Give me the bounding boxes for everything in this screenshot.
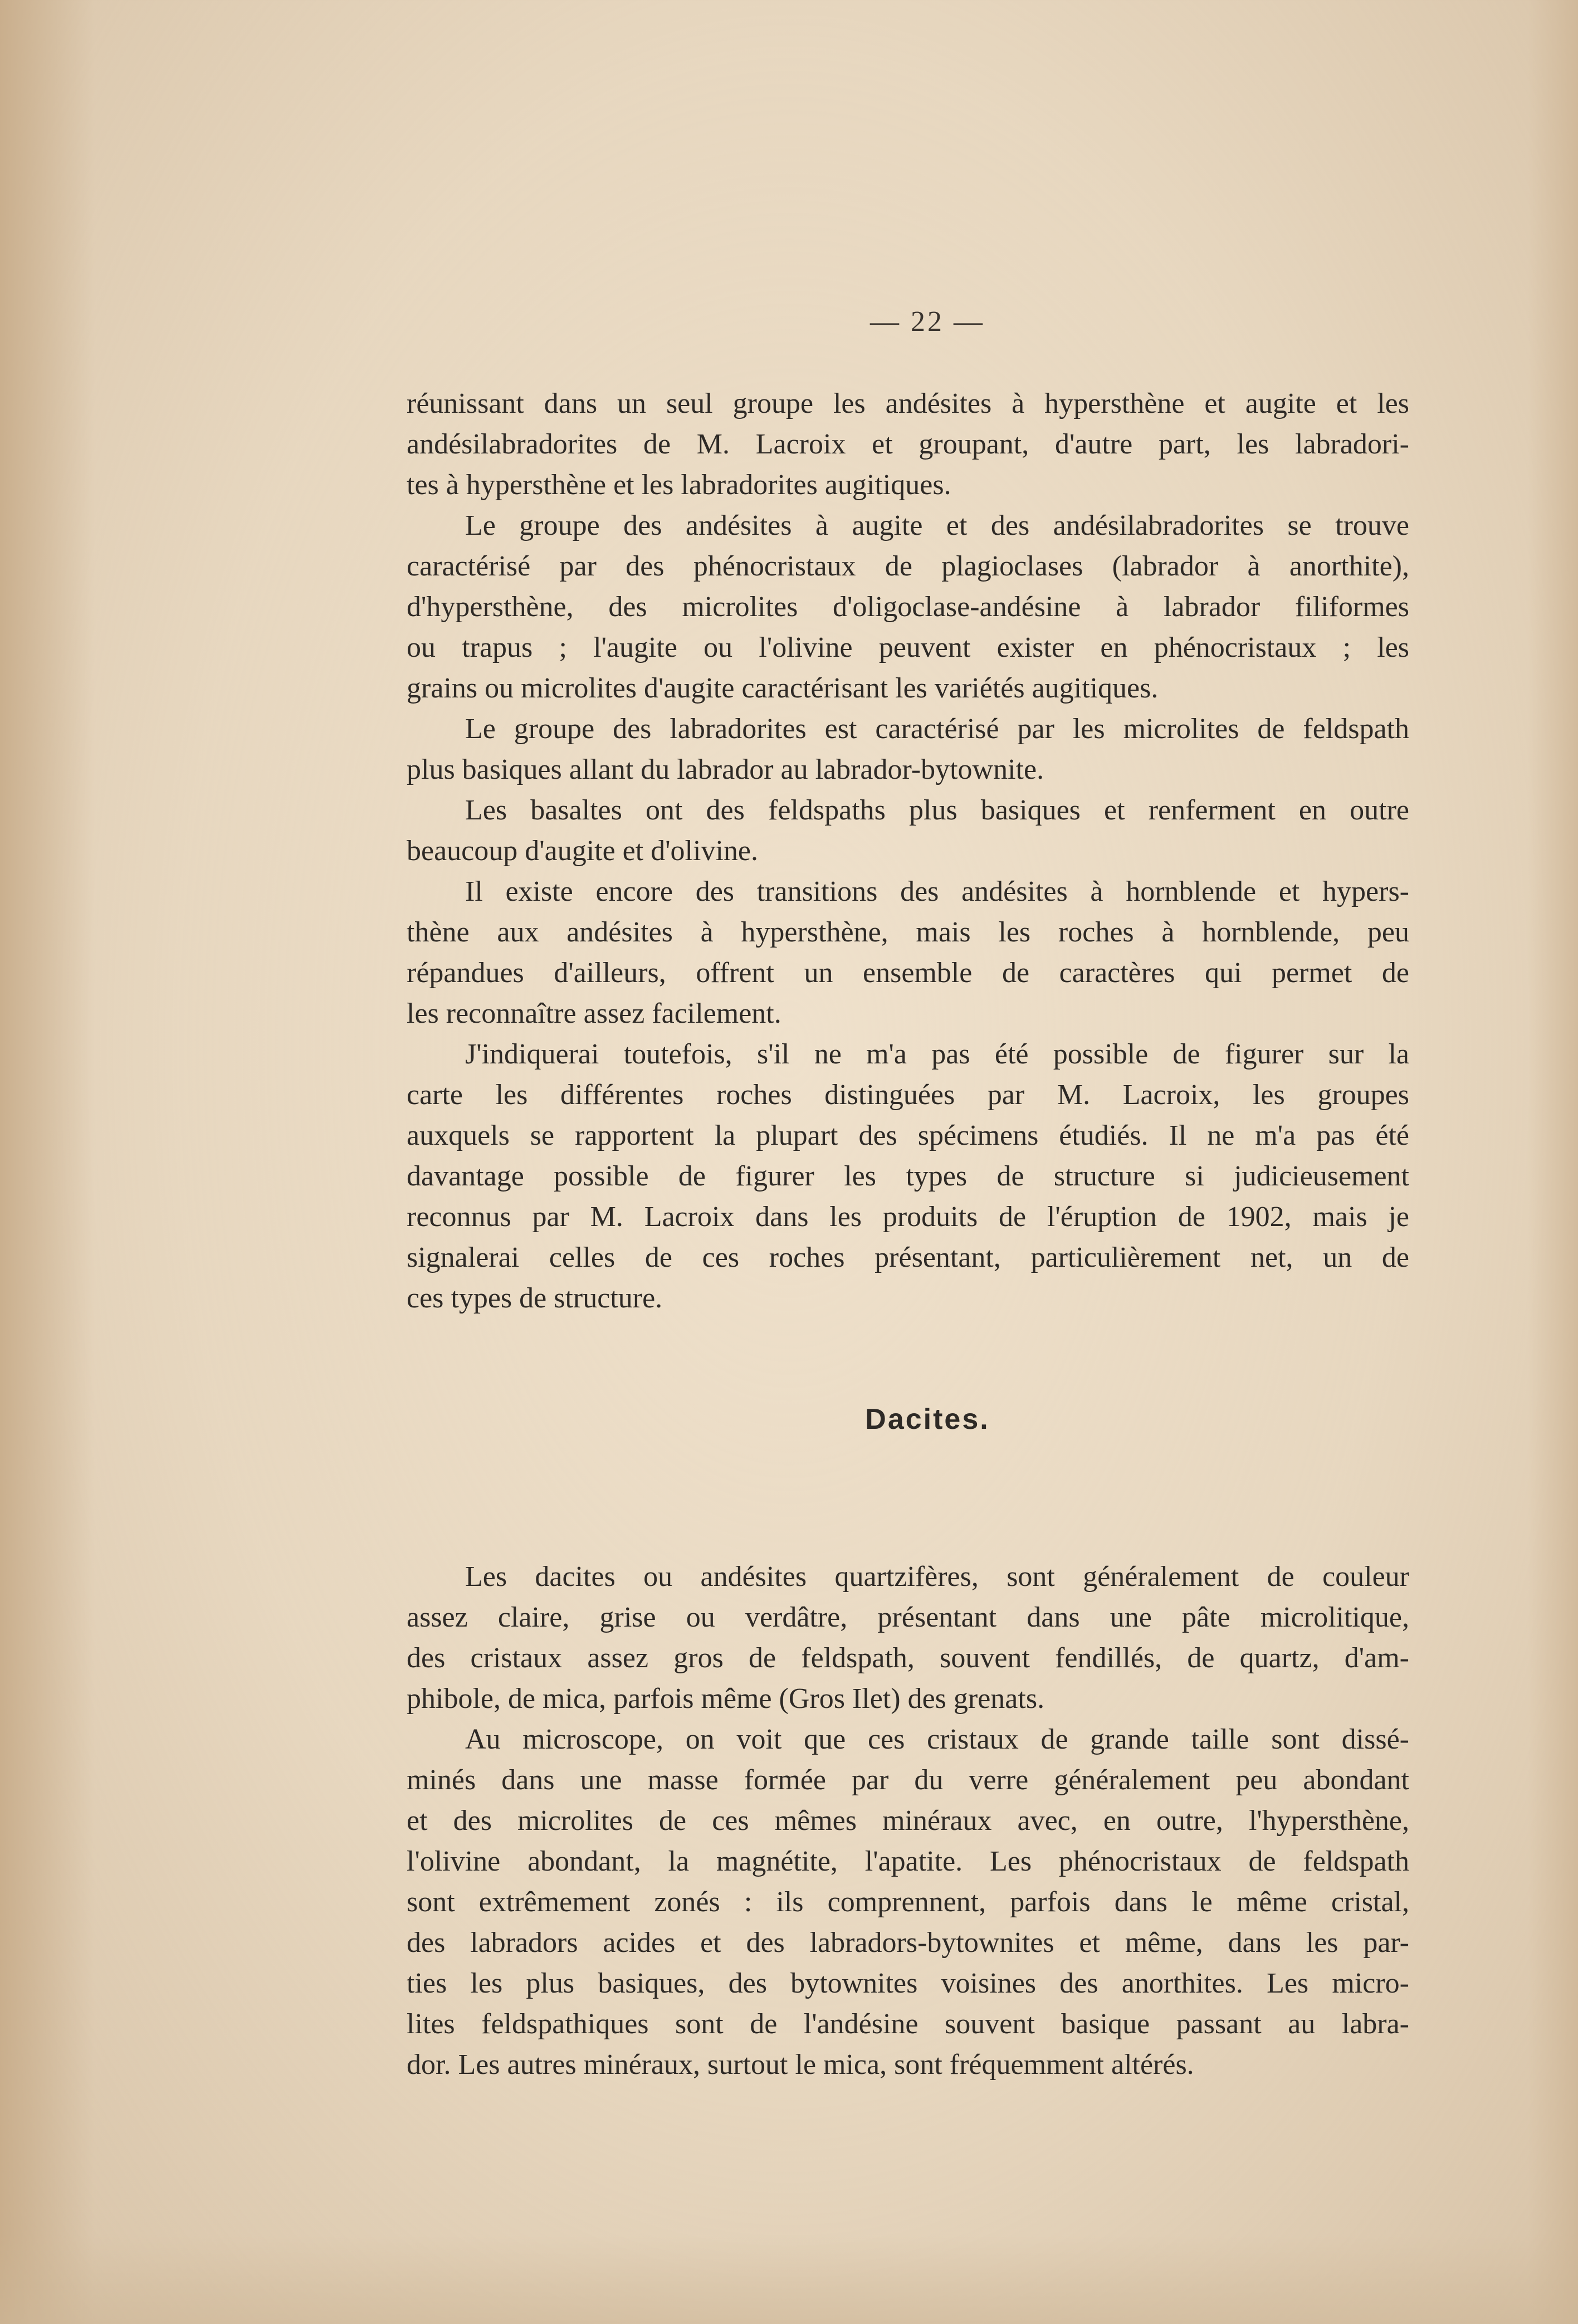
text-block-andesites — [407, 383, 1409, 1319]
text-line: caractérisé par des phénocristaux de plagioclases (labrador à anorthite), — [407, 550, 1409, 582]
text-line: dor. Les autres minéraux, surtout le mica, sont fréquemment altérés. — [407, 2049, 1194, 2081]
text-line: andésilabradorites de M. Lacroix et groupant, d'autre part, les labradori- — [407, 428, 1409, 460]
text-line: les reconnaître assez facilement. — [407, 998, 781, 1029]
text-line: répandues d'ailleurs, offrent un ensemble de caractères qui permet de — [407, 957, 1409, 989]
text-line: plus basiques allant du labrador au labrador-bytownite. — [407, 754, 1044, 785]
text-line: phibole, de mica, parfois même (Gros Ilet) des grenats. — [407, 1683, 1045, 1715]
text-line: lites feldspathiques sont de l'andésine souvent basique passant au labra- — [407, 2008, 1409, 2040]
text-line: thène aux andésites à hypersthène, mais les roches à hornblende, peu — [407, 916, 1409, 948]
text-line: ou trapus ; l'augite ou l'olivine peuvent exister en phénocristaux ; les — [407, 632, 1409, 663]
text-line: minés dans une masse formée par du verre généralement peu abondant — [407, 1764, 1409, 1796]
text-line: carte les différentes roches distinguées par M. Lacroix, les groupes — [407, 1079, 1409, 1111]
text-line: signalerai celles de ces roches présentant, particulièrement net, un de — [407, 1242, 1409, 1273]
page-number: — 22 — — [870, 306, 985, 338]
text-line: davantage possible de figurer les types de structure si judicieusement — [407, 1160, 1409, 1192]
page-edge-shading-right — [1528, 0, 1578, 2324]
text-line: reconnus par M. Lacroix dans les produits de l'éruption de 1902, mais je — [407, 1201, 1409, 1233]
section-heading-dacites: Dacites. — [865, 1403, 990, 1436]
text-line: grains ou microlites d'augite caractérisant les variétés augitiques. — [407, 672, 1159, 704]
page-edge-shading-left — [0, 0, 95, 2324]
text-block-dacites — [407, 1556, 1409, 2085]
text-line: tes à hypersthène et les labradorites augitiques. — [407, 469, 951, 501]
text-line: l'olivine abondant, la magnétite, l'apatite. Les phénocristaux de feldspath — [407, 1845, 1409, 1877]
text-line: Les basaltes ont des feldspaths plus basiques et renferment en outre — [465, 794, 1409, 826]
text-line: Il existe encore des transitions des andésites à hornblende et hypers- — [465, 876, 1409, 907]
text-line: ces types de structure. — [407, 1282, 663, 1314]
text-line: Les dacites ou andésites quartzifères, sont généralement de couleur — [465, 1561, 1409, 1593]
text-line: réunissant dans un seul groupe les andésites à hypersthène et augite et les — [407, 388, 1409, 419]
text-line: beaucoup d'augite et d'olivine. — [407, 835, 758, 867]
text-line: et des microlites de ces mêmes minéraux avec, en outre, l'hypersthène, — [407, 1805, 1409, 1837]
text-line: des cristaux assez gros de feldspath, souvent fendillés, de quartz, d'am- — [407, 1642, 1409, 1674]
page-edge-shading-bottom — [0, 2235, 1578, 2324]
text-line: Le groupe des andésites à augite et des andésilabradorites se trouve — [465, 510, 1409, 541]
text-line: des labradors acides et des labradors-bytownites et même, dans les par- — [407, 1927, 1409, 1959]
text-line: d'hypersthène, des microlites d'oligoclase-andésine à labrador filiformes — [407, 591, 1409, 623]
text-line: Au microscope, on voit que ces cristaux de grande taille sont dissé- — [465, 1724, 1409, 1755]
text-line: ties les plus basiques, des bytownites voisines des anorthites. Les micro- — [407, 1967, 1409, 1999]
text-line: J'indiquerai toutefois, s'il ne m'a pas été possible de figurer sur la — [465, 1038, 1409, 1070]
text-line: sont extrêmement zonés : ils comprennent, parfois dans le même cristal, — [407, 1886, 1409, 1918]
text-line: auxquels se rapportent la plupart des spécimens étudiés. Il ne m'a pas été — [407, 1120, 1409, 1151]
text-line: assez claire, grise ou verdâtre, présentant dans une pâte microlitique, — [407, 1602, 1409, 1633]
text-line: Le groupe des labradorites est caractérisé par les microlites de feldspath — [465, 713, 1409, 745]
